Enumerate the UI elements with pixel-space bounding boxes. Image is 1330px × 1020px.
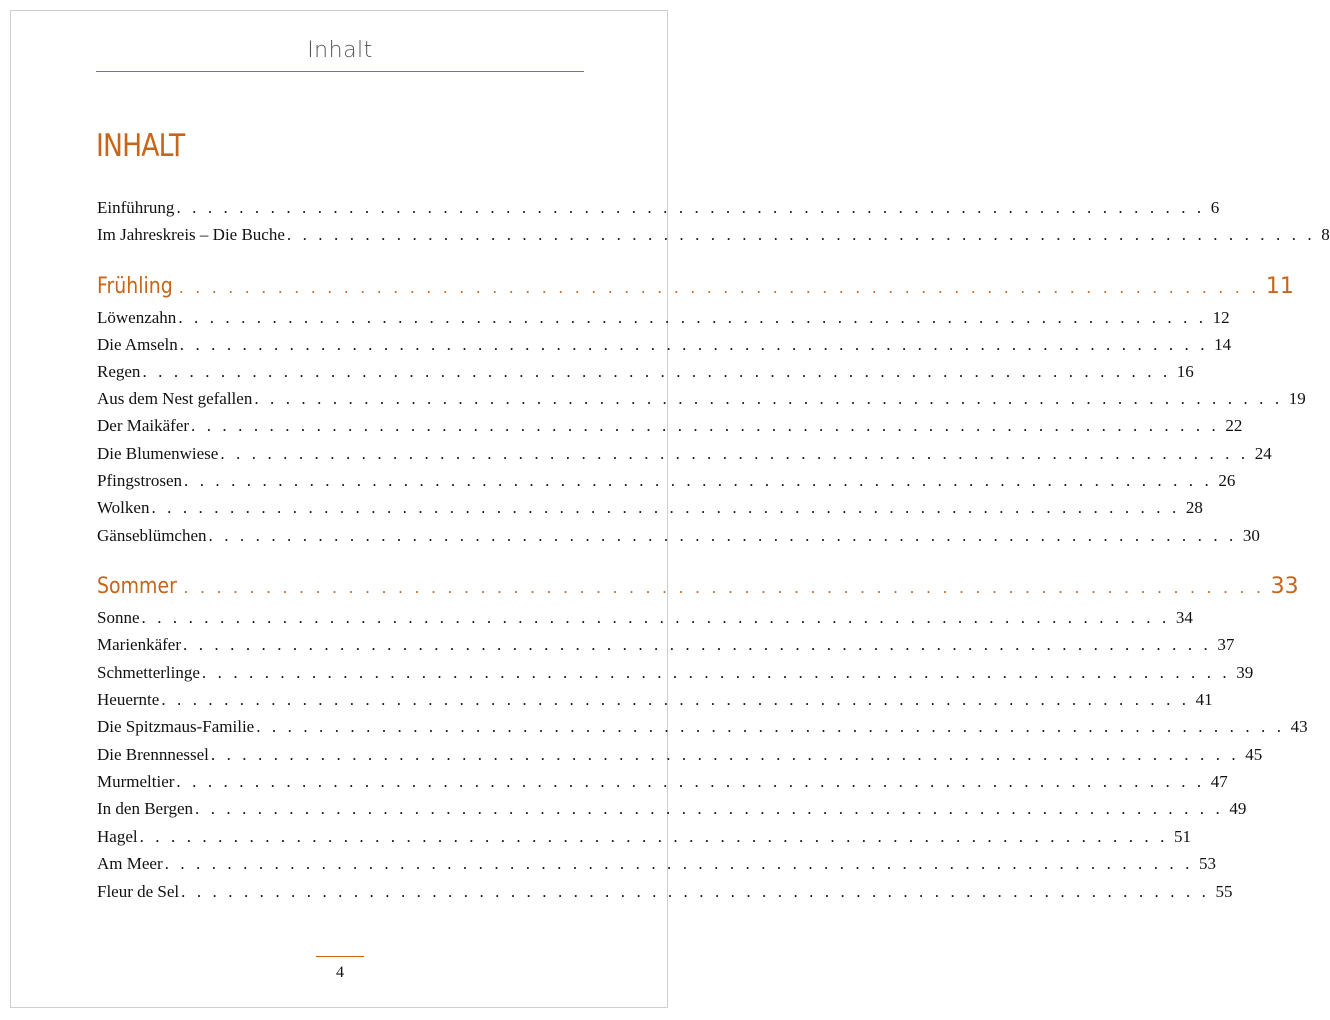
toc-entry[interactable] — [97, 224, 1330, 246]
toc-entry-title: Aus dem Nest gefallen — [97, 389, 253, 408]
toc-entry-page: 16 — [1176, 362, 1194, 381]
toc-entry[interactable] — [97, 689, 1213, 711]
dot-leader: . . . . . . . . . . . . . . . . . . . . . . . . . . . . . . . . . . . . . . . . . . . . . . . . . . . . . . . . . . . . . . . . . . — [191, 416, 1220, 435]
dot-leader: . . . . . . . . . . . . . . . . . . . . . . . . . . . . . . . . . . . . . . . . . . . . . . . . . . . . . . . . . . . . . . . . . . — [179, 335, 1209, 354]
dot-leader: . . . . . . . . . . . . . . . . . . . . . . . . . . . . . . . . . . . . . . . . . . . . . . . . . . . . . . . . . . . . . . . . . . — [178, 308, 1207, 327]
toc-entry-page: 14 — [1214, 335, 1232, 354]
page-number: 4 — [336, 964, 344, 981]
toc-entry-title: Einführung — [97, 198, 175, 217]
toc-entry[interactable] — [97, 744, 1263, 766]
toc-entry-page: 12 — [1212, 308, 1230, 327]
toc-entry[interactable] — [97, 607, 1193, 629]
toc-entry[interactable] — [97, 497, 1203, 519]
toc-entry-page: 34 — [1175, 608, 1193, 627]
dot-leader: . . . . . . . . . . . . . . . . . . . . . . . . . . . . . . . . . . . . . . . . . . . . . . . . . . . . . . . . . . . . . . . . . . — [210, 745, 1240, 764]
dot-leader: . . . . . . . . . . . . . . . . . . . . . . . . . . . . . . . . . . . . . . . . . . . . . . . . . . . . . . . . . . . . . . . . . . — [183, 578, 1265, 597]
toc-entry-title: Regen — [97, 362, 141, 381]
toc-entry-title: Hagel — [97, 827, 138, 846]
toc-entry-title: Der Maikäfer — [97, 416, 190, 435]
dot-leader: . . . . . . . . . . . . . . . . . . . . . . . . . . . . . . . . . . . . . . . . . . . . . . . . . . . . . . . . . . . . . . . . . . — [183, 635, 1212, 654]
toc-entry[interactable] — [97, 662, 1254, 684]
toc-entry-page: 39 — [1236, 663, 1254, 682]
toc-entry-title: Sonne — [97, 608, 140, 627]
section-page: 33 — [1270, 574, 1299, 599]
toc-section-heading[interactable] — [97, 573, 1299, 602]
section-title: Sommer — [97, 574, 177, 599]
toc-entry-page: 8 — [1321, 225, 1330, 244]
toc-entry-title: Pfingstrosen — [97, 471, 182, 490]
toc-entry[interactable] — [97, 307, 1230, 329]
toc-entry[interactable] — [97, 798, 1247, 820]
toc-entry-title: Die Amseln — [97, 335, 178, 354]
toc-entry[interactable] — [97, 334, 1232, 356]
dot-leader: . . . . . . . . . . . . . . . . . . . . . . . . . . . . . . . . . . . . . . . . . . . . . . . . . . . . . . . . . . . . . . . . . . — [176, 772, 1205, 791]
toc-entry-page: 51 — [1173, 827, 1191, 846]
toc-entry[interactable] — [97, 197, 1220, 219]
running-head: Inhalt — [307, 38, 373, 63]
toc-entry[interactable] — [97, 881, 1233, 903]
toc-entry-title: Wolken — [97, 498, 150, 517]
toc-entry[interactable] — [97, 716, 1308, 738]
toc-entry-title: Am Meer — [97, 854, 163, 873]
toc-entry-page: 45 — [1245, 745, 1263, 764]
toc-entry-title: Löwenzahn — [97, 308, 177, 327]
dot-leader: . . . . . . . . . . . . . . . . . . . . . . . . . . . . . . . . . . . . . . . . . . . . . . . . . . . . . . . . . . . . . . . . . . — [179, 278, 1260, 297]
dot-leader: . . . . . . . . . . . . . . . . . . . . . . . . . . . . . . . . . . . . . . . . . . . . . . . . . . . . . . . . . . . . . . . . . . — [164, 854, 1193, 873]
toc-entry[interactable] — [97, 470, 1236, 492]
toc-entry[interactable] — [97, 525, 1260, 547]
dot-leader: . . . . . . . . . . . . . . . . . . . . . . . . . . . . . . . . . . . . . . . . . . . . . . . . . . . . . . . . . . . . . . . . . . — [254, 389, 1283, 408]
toc-entry-page: 26 — [1218, 471, 1236, 490]
toc-entry-page: 28 — [1185, 498, 1203, 517]
toc-section-heading[interactable] — [97, 273, 1294, 302]
dot-leader: . . . . . . . . . . . . . . . . . . . . . . . . . . . . . . . . . . . . . . . . . . . . . . . . . . . . . . . . . . . . . . . . . . — [184, 471, 1213, 490]
footer-rule — [316, 956, 364, 957]
toc-entry-page: 55 — [1215, 882, 1233, 901]
dot-leader: . . . . . . . . . . . . . . . . . . . . . . . . . . . . . . . . . . . . . . . . . . . . . . . . . . . . . . . . . . . . . . . . . . — [142, 362, 1171, 381]
toc-entry-page: 22 — [1225, 416, 1243, 435]
toc-entry-title: Heuernte — [97, 690, 160, 709]
toc-entry-page: 30 — [1242, 526, 1260, 545]
toc-entry[interactable] — [97, 771, 1228, 793]
toc-entry[interactable] — [97, 361, 1194, 383]
toc-entry-page: 24 — [1254, 444, 1272, 463]
dot-leader: . . . . . . . . . . . . . . . . . . . . . . . . . . . . . . . . . . . . . . . . . . . . . . . . . . . . . . . . . . . . . . . . . . — [151, 498, 1180, 517]
toc-entry-page: 37 — [1217, 635, 1235, 654]
toc-entry-title: Die Brennnessel — [97, 745, 209, 764]
toc-entry[interactable] — [97, 415, 1243, 437]
toc-entry[interactable] — [97, 443, 1272, 465]
toc-entry-title: Die Spitzmaus-Familie — [97, 717, 255, 736]
toc-entry[interactable] — [97, 853, 1216, 875]
toc-entry-title: Schmetterlinge — [97, 663, 200, 682]
toc-title: INHALT — [96, 128, 185, 164]
toc-entry[interactable] — [97, 826, 1191, 848]
toc-entry-title: Murmeltier — [97, 772, 175, 791]
dot-leader: . . . . . . . . . . . . . . . . . . . . . . . . . . . . . . . . . . . . . . . . . . . . . . . . . . . . . . . . . . . . . . . . . . — [220, 444, 1249, 463]
dot-leader: . . . . . . . . . . . . . . . . . . . . . . . . . . . . . . . . . . . . . . . . . . . . . . . . . . . . . . . . . . . . . . . . . . — [141, 608, 1170, 627]
toc-entry-title: Fleur de Sel — [97, 882, 180, 901]
dot-leader: . . . . . . . . . . . . . . . . . . . . . . . . . . . . . . . . . . . . . . . . . . . . . . . . . . . . . . . . . . . . . . . . . . — [161, 690, 1190, 709]
section-page: 11 — [1265, 274, 1294, 299]
toc-entry-title: In den Bergen — [97, 799, 193, 818]
dot-leader: . . . . . . . . . . . . . . . . . . . . . . . . . . . . . . . . . . . . . . . . . . . . . . . . . . . . . . . . . . . . . . . . . . — [256, 717, 1285, 736]
dot-leader: . . . . . . . . . . . . . . . . . . . . . . . . . . . . . . . . . . . . . . . . . . . . . . . . . . . . . . . . . . . . . . . . . . — [201, 663, 1231, 682]
toc-entry-page: 53 — [1198, 854, 1216, 873]
toc-entry-title: Im Jahreskreis – Die Buche — [97, 225, 285, 244]
toc-entry-page: 6 — [1210, 198, 1220, 217]
toc-entry-page: 49 — [1229, 799, 1247, 818]
dot-leader: . . . . . . . . . . . . . . . . . . . . . . . . . . . . . . . . . . . . . . . . . . . . . . . . . . . . . . . . . . . . . . . . . . — [176, 198, 1205, 217]
dot-leader: . . . . . . . . . . . . . . . . . . . . . . . . . . . . . . . . . . . . . . . . . . . . . . . . . . . . . . . . . . . . . . . . . . — [208, 526, 1237, 545]
toc-entry-page: 41 — [1195, 690, 1213, 709]
toc-entry-page: 43 — [1290, 717, 1308, 736]
toc-entry[interactable] — [97, 388, 1306, 410]
section-title: Frühling — [97, 274, 173, 299]
toc-entry-title: Die Blumenwiese — [97, 444, 219, 463]
dot-leader: . . . . . . . . . . . . . . . . . . . . . . . . . . . . . . . . . . . . . . . . . . . . . . . . . . . . . . . . . . . . . . . . . . — [195, 799, 1224, 818]
header-rule — [96, 71, 584, 72]
dot-leader: . . . . . . . . . . . . . . . . . . . . . . . . . . . . . . . . . . . . . . . . . . . . . . . . . . . . . . . . . . . . . . . . . . — [286, 225, 1316, 244]
toc-entry-title: Marienkäfer — [97, 635, 182, 654]
dot-leader: . . . . . . . . . . . . . . . . . . . . . . . . . . . . . . . . . . . . . . . . . . . . . . . . . . . . . . . . . . . . . . . . . . — [181, 882, 1210, 901]
dot-leader: . . . . . . . . . . . . . . . . . . . . . . . . . . . . . . . . . . . . . . . . . . . . . . . . . . . . . . . . . . . . . . . . . . — [139, 827, 1168, 846]
toc-entry[interactable] — [97, 634, 1235, 656]
toc-entry-page: 47 — [1210, 772, 1228, 791]
toc-entry-title: Gänseblümchen — [97, 526, 207, 545]
toc-entry-page: 19 — [1288, 389, 1306, 408]
